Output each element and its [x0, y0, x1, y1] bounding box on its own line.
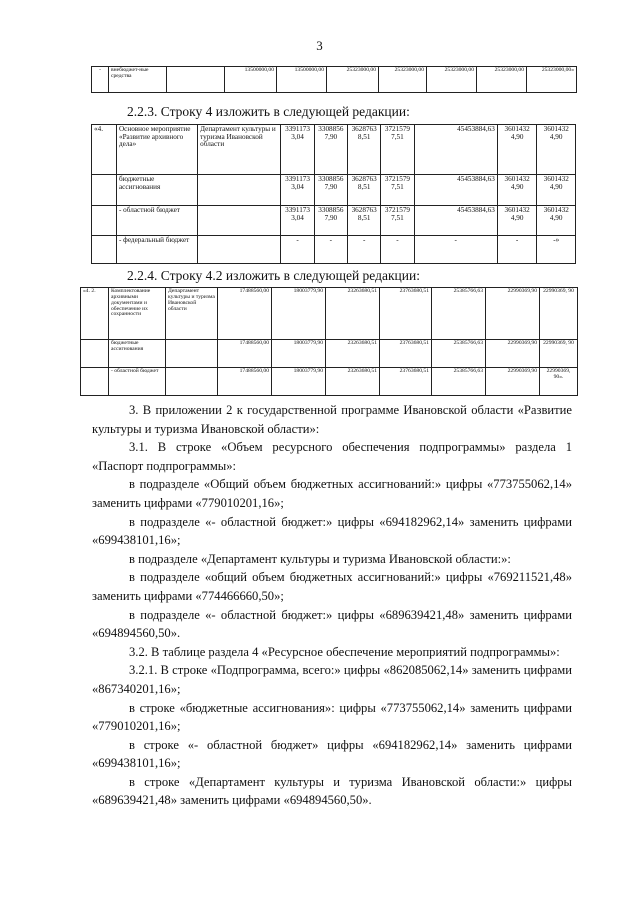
table-cell: [92, 236, 117, 264]
table-row: [81, 340, 578, 368]
table-cell: 25385766,63: [432, 368, 486, 396]
paragraph: в строке «бюджетные ассигнования»: цифры «773755062,14» заменить цифрами «779010201,16»;: [92, 700, 572, 734]
table-cell: -: [92, 67, 109, 93]
table-cell: 22990369,90: [486, 340, 540, 368]
table-cell: 3628763 8,51: [348, 206, 381, 236]
table-cell: 3308856 7,90: [314, 125, 347, 175]
paragraph: 3.1. В строке «Объем ресурсного обеспечения подпрограммы» раздела 1 «Паспорт подпрограммы»:: [92, 440, 572, 473]
table-cell: 13500000,00: [225, 67, 277, 93]
table-cell: 3391173 3,04: [281, 206, 314, 236]
table-cell: 25323000,00: [379, 67, 427, 93]
table-cell: 45453884,63: [414, 206, 497, 236]
table-cell: 23263680,51: [326, 288, 380, 340]
table-cell: «4.: [92, 125, 117, 175]
table-cell: -»: [537, 236, 576, 264]
table-cell: 3721579 7,51: [381, 125, 414, 175]
table-cell: бюджетные ассигнования: [116, 175, 197, 206]
table-cell: 3628763 8,51: [348, 175, 381, 206]
table-cell: 23263680,51: [326, 368, 380, 396]
table-cell: 3601432 4,90: [497, 206, 537, 236]
table-row-4: [91, 124, 576, 264]
table-cell: 25323000,00»: [527, 67, 577, 93]
table-cell: 3601432 4,90: [497, 175, 537, 206]
table-cell: 25323000,00: [327, 67, 379, 93]
table-cell: - федеральный бюджет: [116, 236, 197, 264]
paragraph: 3.2.1. В строке «Подпрограмма, всего:» цифры «862085062,14» заменить цифрами «867340201,16»;: [92, 663, 572, 696]
table-cell: 3601432 4,90: [537, 206, 576, 236]
paragraph: 3.2. В таблице раздела 4 «Ресурсное обеспечение мероприятий подпрограммы»:: [129, 644, 560, 659]
table-cell: 45453884,63: [414, 125, 497, 175]
table-cell: 18003779,90: [272, 288, 326, 340]
table-cell: 17488560,00: [218, 288, 272, 340]
table-cell: 23263680,51: [326, 340, 380, 368]
table-cell: бюджетные ассигнования: [109, 340, 166, 368]
table-cell: - областной бюджет: [109, 368, 166, 396]
table-cell: «4. 2.: [81, 288, 109, 340]
table-cell: [198, 175, 281, 206]
section-heading-2-2-3: 2.2.3. Строку 4 изложить в следующей редакции:: [127, 104, 410, 119]
table-cell: -: [497, 236, 537, 264]
table-cell: 23763680,51: [380, 288, 432, 340]
table-row-4-2: [80, 287, 578, 396]
table-cell: Департамент культуры и туризма Ивановской области: [198, 125, 281, 175]
document-body: [92, 401, 572, 810]
paragraph: в подразделе «- областной бюджет:» цифры «694182962,14» заменить цифрами «699438101,16»;: [92, 514, 572, 548]
table-row: [92, 175, 576, 206]
table-cell: - областной бюджет: [116, 206, 197, 236]
table-cell: [81, 340, 109, 368]
table-row: [92, 206, 576, 236]
table-cell: 3391173 3,04: [281, 125, 314, 175]
table-cell: 22990369,90: [486, 288, 540, 340]
table-cell: Комплектование архивными документами и обеспечение их сохранности: [109, 288, 166, 340]
table-cell: [92, 206, 117, 236]
table-row: [81, 368, 578, 396]
table-cell: 22990369,90: [486, 368, 540, 396]
table-cell: Основное мероприятие «Развитие архивного дела»: [116, 125, 197, 175]
table-cell: -: [414, 236, 497, 264]
table-cell: [198, 206, 281, 236]
paragraph: в подразделе «Департамент культуры и туризма Ивановской области:»:: [129, 551, 511, 566]
table-cell: 3601432 4,90: [497, 125, 537, 175]
table-cell: 25385766,63: [432, 288, 486, 340]
table-cell: Департамент культуры и туризма Ивановской области: [166, 288, 218, 340]
table-row: [92, 236, 576, 264]
paragraph: в подразделе «- областной бюджет:» цифры «689639421,48» заменить цифрами «694894560,50».: [92, 607, 572, 641]
table-cell: [92, 175, 117, 206]
table-cell: 3721579 7,51: [381, 206, 414, 236]
table-cell: 3308856 7,90: [314, 206, 347, 236]
paragraph: в подразделе «общий объем бюджетных ассигнований:» цифры «769211521,48» заменить цифрами «774466660,50»;: [92, 570, 572, 603]
table-cell: -: [381, 236, 414, 264]
table-cell: 22990369, 90: [540, 340, 578, 368]
table-cell: [81, 368, 109, 396]
table-cell: [166, 368, 218, 396]
table-cell: 25323000,00: [427, 67, 477, 93]
table-cell: 17488560,00: [218, 368, 272, 396]
section-heading-2-2-4: 2.2.4. Строку 4.2 изложить в следующей редакции:: [127, 268, 420, 283]
table-row: [92, 125, 576, 175]
table-cell: -: [314, 236, 347, 264]
table-cell: 17488560,00: [218, 340, 272, 368]
table-cell: внебюджет-ные средства: [109, 67, 167, 93]
table-cell: 23763680,51: [380, 368, 432, 396]
paragraph: в строке «Департамент культуры и туризма Ивановской области:» цифры «689639421,48» заменить цифрами «694894560,50».: [92, 774, 572, 808]
table-cell: 18003779,90: [272, 340, 326, 368]
table-row: [81, 288, 578, 340]
table-cell: 3391173 3,04: [281, 175, 314, 206]
table-cell: 18003779,90: [272, 368, 326, 396]
paragraph: в подразделе «Общий объем бюджетных ассигнований:» цифры «773755062,14» заменить цифрами «779010201,16»;: [92, 477, 572, 510]
paragraph: 3. В приложении 2 к государственной программе Ивановской области «Развитие культуры и туризма Ивановской области»:: [92, 403, 572, 436]
table-continuation: [91, 66, 577, 93]
table-cell: 3628763 8,51: [348, 125, 381, 175]
paragraph: в строке «- областной бюджет» цифры «694182962,14» заменить цифрами «699438101,16»;: [92, 737, 572, 771]
table-cell: 22990369, 90: [540, 288, 578, 340]
table-cell: -: [348, 236, 381, 264]
table-cell: [167, 67, 225, 93]
table-cell: 23763680,51: [380, 340, 432, 368]
page-number: 3: [316, 38, 323, 53]
table-cell: 13500000,00: [277, 67, 327, 93]
table-cell: 25323000,00: [477, 67, 527, 93]
table-cell: 45453884,63: [414, 175, 497, 206]
table-cell: -: [281, 236, 314, 264]
table-cell: 3308856 7,90: [314, 175, 347, 206]
table-cell: 22990369, 90».: [540, 368, 578, 396]
table-cell: 3721579 7,51: [381, 175, 414, 206]
table-row: [92, 67, 577, 93]
table-cell: 3601432 4,90: [537, 125, 576, 175]
table-cell: 25385766,63: [432, 340, 486, 368]
table-cell: [166, 340, 218, 368]
table-cell: 3601432 4,90: [537, 175, 576, 206]
table-cell: [198, 236, 281, 264]
